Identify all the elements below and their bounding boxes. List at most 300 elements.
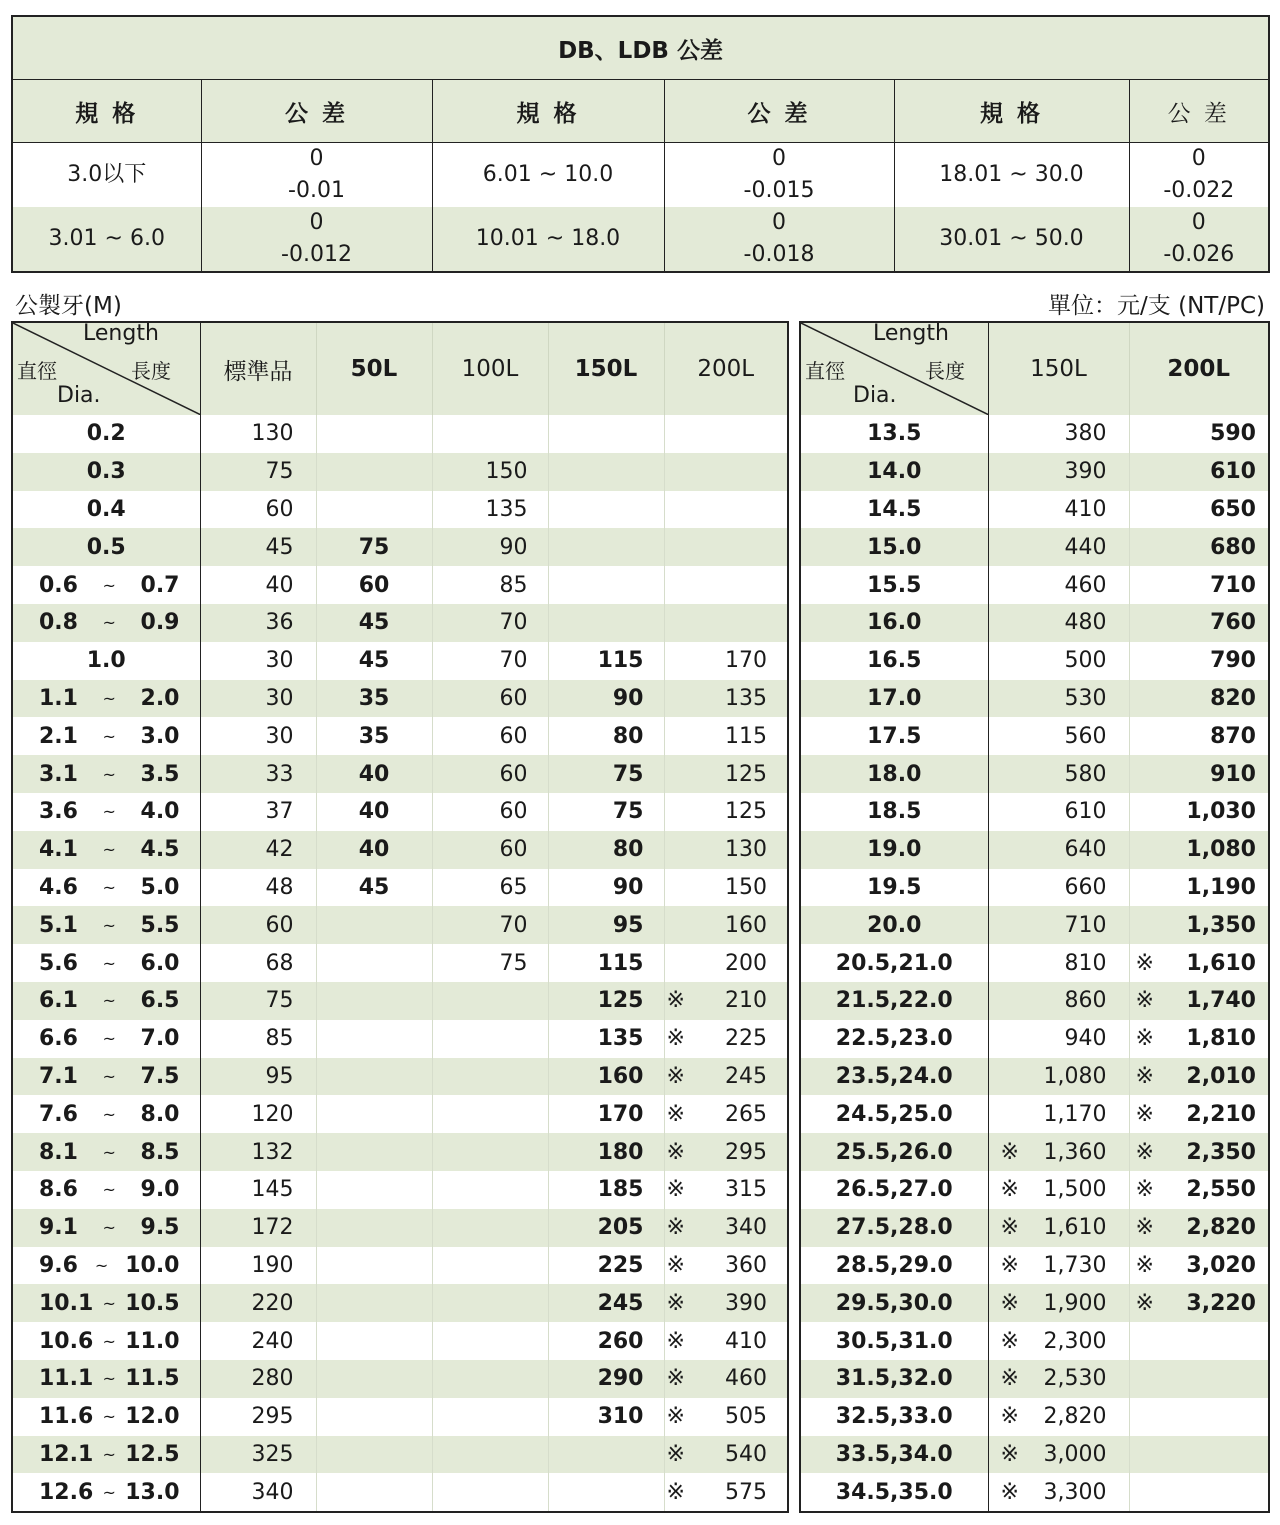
diameter-cell <box>12 1284 200 1322</box>
price-standard: 45 <box>265 534 294 560</box>
price-150l: 80 <box>548 717 664 755</box>
tolerance-header-spec: 規 格 <box>432 80 664 143</box>
price-150l: 75 <box>548 755 664 793</box>
diameter-range <box>13 951 200 976</box>
price-200l-value: 505 <box>725 1404 767 1430</box>
price-standard: 37 <box>265 799 294 825</box>
price-200l <box>664 1171 788 1209</box>
range-tilde: ~ <box>102 1444 116 1464</box>
price-standard: 220 <box>251 1290 294 1316</box>
price-150l <box>988 869 1129 907</box>
table-row <box>800 680 1269 718</box>
price-200l <box>1129 642 1269 680</box>
price-standard: 120 <box>251 1101 294 1127</box>
price-200l-value: 2,550 <box>1186 1177 1256 1203</box>
price-50l <box>316 1398 432 1436</box>
price-50l <box>316 1284 432 1322</box>
price-200l <box>1129 491 1269 529</box>
table-row <box>12 906 788 944</box>
price-100l <box>432 1398 548 1436</box>
price-200l <box>1129 1322 1269 1360</box>
price-50l <box>316 1171 432 1209</box>
special-order-mark: ※ <box>1135 950 1154 976</box>
price-50l: 45 <box>316 869 432 907</box>
diameter-from: 0.8 <box>39 610 78 636</box>
price-150l-value: 560 <box>1064 723 1107 749</box>
special-order-mark: ※ <box>1000 1441 1019 1467</box>
diameter-range <box>13 1177 200 1202</box>
special-order-mark: ※ <box>1000 1177 1019 1203</box>
price-150l: 90 <box>548 869 664 907</box>
price-200l-value: 210 <box>725 988 767 1014</box>
table-row <box>12 1209 788 1247</box>
tolerance-value: 0 -0.015 <box>664 143 894 208</box>
tolerance-value: 0 -0.012 <box>201 207 432 272</box>
diameter-cell: 16.5 <box>800 642 988 680</box>
price-50l: 75 <box>316 528 432 566</box>
diameter-to: 12.5 <box>125 1441 180 1467</box>
price-50l <box>316 906 432 944</box>
table-row <box>12 642 788 680</box>
diameter-from: 5.6 <box>39 950 78 976</box>
price-200l-value: 680 <box>1210 534 1256 560</box>
diameter-to: 3.5 <box>140 761 180 787</box>
price-200l <box>1129 528 1269 566</box>
corner-length-zh: 長度 <box>131 359 171 383</box>
price-150l-value: 460 <box>1064 572 1107 598</box>
price-200l <box>664 982 788 1020</box>
price-150l: 245 <box>548 1284 664 1322</box>
corner-dia: Dia. <box>853 383 897 408</box>
diameter-range <box>13 1404 200 1429</box>
diameter-cell: 21.5,22.0 <box>800 982 988 1020</box>
diameter-cell <box>12 1473 200 1512</box>
price-150l: 225 <box>548 1247 664 1285</box>
diameter-from: 8.6 <box>39 1177 78 1203</box>
diameter-range <box>13 1329 200 1354</box>
price-200l <box>664 1398 788 1436</box>
diameter-cell <box>12 566 200 604</box>
table-row <box>12 869 788 907</box>
diameter-range <box>13 1064 200 1089</box>
price-150l-value: 3,000 <box>1043 1441 1107 1467</box>
diameter-from: 7.6 <box>39 1101 78 1127</box>
price-200l <box>1129 755 1269 793</box>
price-150l-value: 640 <box>1064 837 1107 863</box>
diameter-cell <box>12 1247 200 1285</box>
table-row <box>800 755 1269 793</box>
diameter-to: 4.0 <box>140 799 180 825</box>
diameter-from: 1.1 <box>39 685 78 711</box>
price-200l-value: 820 <box>1210 685 1256 711</box>
special-order-mark: ※ <box>1000 1252 1019 1278</box>
diameter-cell <box>12 717 200 755</box>
price-50l: 40 <box>316 831 432 869</box>
price-200l <box>664 1058 788 1096</box>
table-row <box>800 1398 1269 1436</box>
price-50l <box>316 491 432 529</box>
table-row <box>12 415 788 453</box>
price-100l <box>432 1133 548 1171</box>
diameter-cell: 14.5 <box>800 491 988 529</box>
price-150l: 115 <box>548 944 664 982</box>
diameter-cell <box>12 755 200 793</box>
diameter-range <box>13 799 200 824</box>
price-200l-value: 225 <box>725 1026 767 1052</box>
table-row <box>12 491 788 529</box>
price-150l-value: 660 <box>1064 874 1107 900</box>
price-200l-value: 460 <box>725 1366 767 1392</box>
tolerance-spec: 6.01 ~ 10.0 <box>432 143 664 208</box>
price-150l <box>988 717 1129 755</box>
price-200l <box>664 755 788 793</box>
diameter-range <box>13 1215 200 1240</box>
table-row <box>800 1247 1269 1285</box>
table-row <box>800 1209 1269 1247</box>
price-100l <box>432 1209 548 1247</box>
price-150l-value: 1,360 <box>1043 1139 1107 1165</box>
price-200l-value: 2,350 <box>1186 1139 1256 1165</box>
price-200l-value: 540 <box>725 1441 767 1467</box>
diameter-cell <box>12 680 200 718</box>
diameter-cell: 0.4 <box>12 491 200 529</box>
corner-header <box>800 322 988 415</box>
diameter-cell: 1.0 <box>12 642 200 680</box>
range-tilde: ~ <box>102 1218 116 1238</box>
price-150l-value: 530 <box>1064 685 1107 711</box>
diameter-range <box>13 837 200 862</box>
price-standard: 40 <box>265 572 294 598</box>
price-150l: 75 <box>548 793 664 831</box>
price-150l <box>548 1436 664 1474</box>
price-200l <box>1129 717 1269 755</box>
diameter-from: 6.6 <box>39 1026 78 1052</box>
special-order-mark: ※ <box>1000 1215 1019 1241</box>
price-150l <box>988 1360 1129 1398</box>
range-tilde: ~ <box>102 1066 116 1086</box>
table-row <box>800 1360 1269 1398</box>
diameter-from: 4.1 <box>39 837 78 863</box>
special-order-mark: ※ <box>1135 1026 1154 1052</box>
corner-length: Length <box>873 322 949 346</box>
corner-length: Length <box>83 322 159 346</box>
price-150l <box>988 1209 1129 1247</box>
diameter-from: 5.1 <box>39 912 78 938</box>
price-100l: 70 <box>432 642 548 680</box>
table-row <box>800 1284 1269 1322</box>
diameter-cell: 0.2 <box>12 415 200 453</box>
price-150l <box>988 755 1129 793</box>
price-200l-value: 125 <box>725 799 767 825</box>
price-150l <box>988 680 1129 718</box>
price-standard: 280 <box>251 1366 294 1392</box>
price-standard: 85 <box>265 1026 294 1052</box>
price-standard: 145 <box>251 1177 294 1203</box>
price-50l <box>316 944 432 982</box>
diameter-to: 8.5 <box>140 1139 180 1165</box>
diameter-from: 6.1 <box>39 988 78 1014</box>
price-200l <box>1129 1398 1269 1436</box>
price-100l: 60 <box>432 793 548 831</box>
price-200l <box>1129 1436 1269 1474</box>
table-row <box>12 982 788 1020</box>
range-tilde: ~ <box>102 1104 116 1124</box>
diameter-to: 9.5 <box>140 1215 180 1241</box>
special-order-mark: ※ <box>1135 1177 1154 1203</box>
price-200l <box>1129 1209 1269 1247</box>
price-standard: 36 <box>265 610 294 636</box>
diameter-range <box>13 1442 200 1467</box>
diameter-cell: 32.5,33.0 <box>800 1398 988 1436</box>
price-100l <box>432 1095 548 1133</box>
range-tilde: ~ <box>94 1255 109 1275</box>
price-200l-value: 245 <box>725 1063 767 1089</box>
price-standard: 48 <box>265 874 294 900</box>
special-order-mark: ※ <box>666 988 685 1014</box>
diameter-to: 10.0 <box>125 1252 180 1278</box>
price-200l-value: 200 <box>725 950 767 976</box>
diameter-range <box>13 1366 200 1391</box>
price-200l <box>1129 793 1269 831</box>
price-200l-value: 1,080 <box>1186 837 1256 863</box>
price-200l <box>664 906 788 944</box>
price-150l-value: 380 <box>1064 421 1107 447</box>
price-200l <box>664 1095 788 1133</box>
price-150l <box>988 528 1129 566</box>
price-50l <box>316 982 432 1020</box>
col-header-200l: 200L <box>664 322 788 415</box>
price-200l <box>1129 1473 1269 1512</box>
price-200l-value: 575 <box>725 1479 767 1505</box>
price-200l <box>664 831 788 869</box>
diameter-cell <box>12 1322 200 1360</box>
price-200l <box>1129 906 1269 944</box>
table-row <box>800 944 1269 982</box>
diameter-cell: 30.5,31.0 <box>800 1322 988 1360</box>
special-order-mark: ※ <box>1000 1139 1019 1165</box>
corner-header <box>12 322 200 415</box>
diameter-to: 11.5 <box>125 1366 180 1392</box>
diameter-cell <box>12 1020 200 1058</box>
diameter-cell <box>12 1171 200 1209</box>
price-200l-value: 170 <box>725 648 767 674</box>
price-150l <box>548 1473 664 1512</box>
price-100l <box>432 1322 548 1360</box>
corner-dia-zh: 直徑 <box>805 359 845 383</box>
diameter-from: 12.1 <box>39 1441 94 1467</box>
diameter-from: 4.6 <box>39 874 78 900</box>
price-200l <box>664 793 788 831</box>
price-50l: 35 <box>316 680 432 718</box>
diameter-cell <box>12 831 200 869</box>
range-tilde: ~ <box>102 991 116 1011</box>
table-row <box>800 415 1269 453</box>
diameter-cell: 23.5,24.0 <box>800 1058 988 1096</box>
price-50l <box>316 1020 432 1058</box>
diameter-from: 8.1 <box>39 1139 78 1165</box>
price-standard: 295 <box>251 1404 294 1430</box>
price-standard: 75 <box>265 459 294 485</box>
table-row <box>800 1322 1269 1360</box>
diameter-to: 7.0 <box>140 1026 180 1052</box>
price-200l-value: 115 <box>725 723 767 749</box>
special-order-mark: ※ <box>666 1063 685 1089</box>
price-150l <box>988 906 1129 944</box>
table-row <box>800 604 1269 642</box>
table-row <box>800 1436 1269 1474</box>
range-tilde: ~ <box>102 1293 116 1313</box>
price-100l: 70 <box>432 906 548 944</box>
col-header-200l: 200L <box>1129 322 1269 415</box>
price-150l <box>988 642 1129 680</box>
price-50l <box>316 1058 432 1096</box>
tolerance-title: DB、LDB 公差 <box>12 16 1269 80</box>
table-row <box>12 755 788 793</box>
price-200l <box>1129 982 1269 1020</box>
price-table-left <box>11 321 789 1513</box>
diameter-cell: 18.0 <box>800 755 988 793</box>
diameter-cell: 19.0 <box>800 831 988 869</box>
diameter-to: 0.9 <box>140 610 180 636</box>
price-100l: 60 <box>432 755 548 793</box>
diameter-cell: 0.5 <box>12 528 200 566</box>
special-order-mark: ※ <box>1135 1101 1154 1127</box>
diameter-from: 3.6 <box>39 799 78 825</box>
price-200l-value: 340 <box>725 1215 767 1241</box>
price-150l: 90 <box>548 680 664 718</box>
diameter-to: 5.5 <box>140 912 180 938</box>
col-header-standard: 標準品 <box>223 358 293 385</box>
diameter-cell: 20.0 <box>800 906 988 944</box>
table-row <box>12 1473 788 1512</box>
price-200l <box>664 869 788 907</box>
price-table-right <box>799 321 1270 1513</box>
special-order-mark: ※ <box>666 1328 685 1354</box>
diameter-cell: 19.5 <box>800 869 988 907</box>
price-200l <box>664 415 788 453</box>
diameter-range <box>13 988 200 1013</box>
price-100l: 65 <box>432 869 548 907</box>
table-row <box>12 680 788 718</box>
special-order-mark: ※ <box>666 1479 685 1505</box>
diameter-to: 5.0 <box>140 874 180 900</box>
price-200l-value: 650 <box>1210 496 1256 522</box>
price-150l <box>988 415 1129 453</box>
diameter-from: 9.6 <box>39 1252 78 1278</box>
price-200l-value: 1,190 <box>1186 874 1256 900</box>
diameter-cell: 20.5,21.0 <box>800 944 988 982</box>
price-standard: 130 <box>251 421 294 447</box>
price-200l-value: 295 <box>725 1139 767 1165</box>
special-order-mark: ※ <box>1135 1139 1154 1165</box>
price-200l-value: 3,220 <box>1186 1290 1256 1316</box>
price-150l: 310 <box>548 1398 664 1436</box>
table-row <box>800 1473 1269 1512</box>
table-row <box>800 831 1269 869</box>
table-row <box>800 453 1269 491</box>
price-150l: 180 <box>548 1133 664 1171</box>
diameter-range <box>13 1480 200 1505</box>
price-150l <box>988 604 1129 642</box>
price-standard: 95 <box>265 1063 294 1089</box>
table-row <box>12 566 788 604</box>
price-standard: 60 <box>265 912 294 938</box>
tolerance-header-spec: 規 格 <box>12 80 201 143</box>
price-200l-value: 1,740 <box>1186 988 1256 1014</box>
special-order-mark: ※ <box>1135 1215 1154 1241</box>
range-tilde: ~ <box>102 1142 116 1162</box>
unit-caption: 單位：元/支 (NT/PC) <box>1048 293 1265 319</box>
price-200l <box>1129 1133 1269 1171</box>
price-200l-value: 790 <box>1210 648 1256 674</box>
diameter-to: 12.0 <box>125 1404 180 1430</box>
price-150l: 260 <box>548 1322 664 1360</box>
table-row <box>12 1095 788 1133</box>
price-100l: 75 <box>432 944 548 982</box>
diameter-from: 12.6 <box>39 1479 94 1505</box>
price-standard: 30 <box>265 685 294 711</box>
tolerance-spec: 30.01 ~ 50.0 <box>894 207 1129 272</box>
price-standard: 42 <box>265 837 294 863</box>
table-row <box>800 1133 1269 1171</box>
tolerance-header-spec: 規 格 <box>894 80 1129 143</box>
table-row <box>800 1020 1269 1058</box>
diameter-cell: 29.5,30.0 <box>800 1284 988 1322</box>
price-150l-value: 1,730 <box>1043 1252 1107 1278</box>
table-row <box>12 1398 788 1436</box>
col-header-100l: 100L <box>432 322 548 415</box>
special-order-mark: ※ <box>666 1441 685 1467</box>
price-150l <box>548 604 664 642</box>
tolerance-row <box>12 143 1269 208</box>
price-150l <box>988 793 1129 831</box>
price-standard: 75 <box>265 988 294 1014</box>
price-200l-value: 360 <box>725 1252 767 1278</box>
diameter-cell: 28.5,29.0 <box>800 1247 988 1285</box>
diameter-cell: 31.5,32.0 <box>800 1360 988 1398</box>
price-standard: 60 <box>265 496 294 522</box>
table-row <box>12 717 788 755</box>
table-row <box>800 528 1269 566</box>
diameter-cell: 26.5,27.0 <box>800 1171 988 1209</box>
price-100l: 60 <box>432 680 548 718</box>
range-tilde: ~ <box>102 1180 116 1200</box>
table-row <box>800 906 1269 944</box>
price-150l <box>988 944 1129 982</box>
tolerance-header-tol: 公 差 <box>1129 80 1269 143</box>
price-100l: 85 <box>432 566 548 604</box>
metric-thread-caption: 公製牙(M) <box>15 293 122 319</box>
tolerance-spec: 3.01 ~ 6.0 <box>12 207 201 272</box>
diameter-cell <box>12 982 200 1020</box>
range-tilde: ~ <box>102 688 116 708</box>
price-200l <box>664 680 788 718</box>
diameter-cell: 33.5,34.0 <box>800 1436 988 1474</box>
table-row <box>12 604 788 642</box>
special-order-mark: ※ <box>666 1177 685 1203</box>
price-150l <box>988 1058 1129 1096</box>
range-tilde: ~ <box>102 877 116 897</box>
price-100l: 135 <box>432 491 548 529</box>
price-150l-value: 1,170 <box>1043 1101 1107 1127</box>
price-150l <box>988 491 1129 529</box>
table-row <box>12 793 788 831</box>
table-row <box>12 1247 788 1285</box>
price-200l-value: 410 <box>725 1328 767 1354</box>
price-standard: 340 <box>251 1479 294 1505</box>
diameter-to: 7.5 <box>140 1063 180 1089</box>
price-100l <box>432 1360 548 1398</box>
